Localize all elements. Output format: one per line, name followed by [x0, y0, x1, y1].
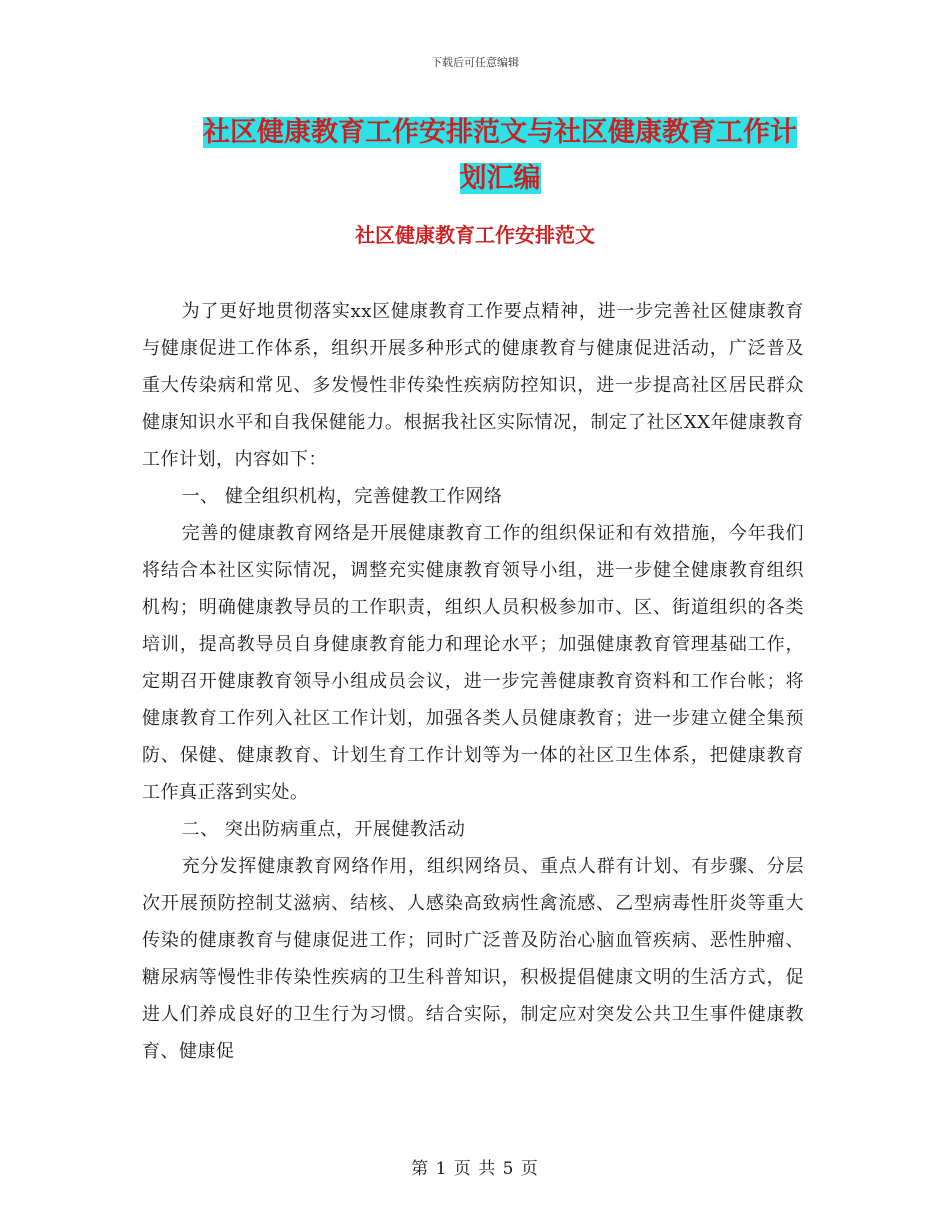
section-title: 社区健康教育工作安排范文	[355, 223, 595, 247]
paragraph-activities: 充分发挥健康教育网络作用，组织网络员、重点人群有计划、有步骤、分层次开展预防控制艾滋病、结核、人感染高致病性禽流感、乙型病毒性肝炎等重大传染的健康教育与健康促进工作；同时广泛普及防治心脑血管疾病、恶性肿瘤、糖尿病等慢性非传染性疾病的卫生科普知识，积极提倡健康文明的生活方式，促进人们养成良好的卫生行为习惯。结合实际，制定应对突发公共卫生事件健康教育、健康促	[142, 856, 804, 1062]
header-note: 下载后可任意编辑	[431, 56, 519, 69]
paragraph-intro: 为了更好地贯彻落实xx区健康教育工作要点精神，进一步完善社区健康教育与健康促进工作体系，组织开展多种形式的健康教育与健康促进活动，广泛普及重大传染病和常见、多发慢性非传染性疾病防控知识，进一步提高社区居民群众健康知识水平和自我保健能力。根据我社区实际情况，制定了社区XX年健康教育工作计划，内容如下：	[142, 301, 804, 470]
paragraph-organization: 完善的健康教育网络是开展健康教育工作的组织保证和有效措施，今年我们将结合本社区实际情况，调整充实健康教育领导小组，进一步健全健康教育组织机构；明确健康教导员的工作职责，组织人员积极参加市、区、街道组织的各类培训，提高教导员自身健康教育能力和理论水平；加强健康教育管理基础工作，定期召开健康教育领导小组成员会议，进一步完善健康教育资料和工作台帐；将健康教育工作列入社区工作计划，加强各类人员健康教育；进一步建立健全集预防、保健、健康教育、计划生育工作计划等为一体的社区卫生体系，把健康教育工作真正落到实处。	[142, 523, 804, 803]
heading-one: 一、 健全组织机构，完善健教工作网络	[181, 486, 503, 507]
heading-two: 二、 突出防病重点，开展健教活动	[181, 819, 466, 840]
document-title-text: 社区健康教育工作安排范文与社区健康教育工作计划汇编	[203, 117, 797, 194]
document-body	[142, 293, 804, 1070]
document-title	[190, 110, 810, 202]
page-footer: 第 1 页 共 5 页	[411, 1159, 539, 1179]
